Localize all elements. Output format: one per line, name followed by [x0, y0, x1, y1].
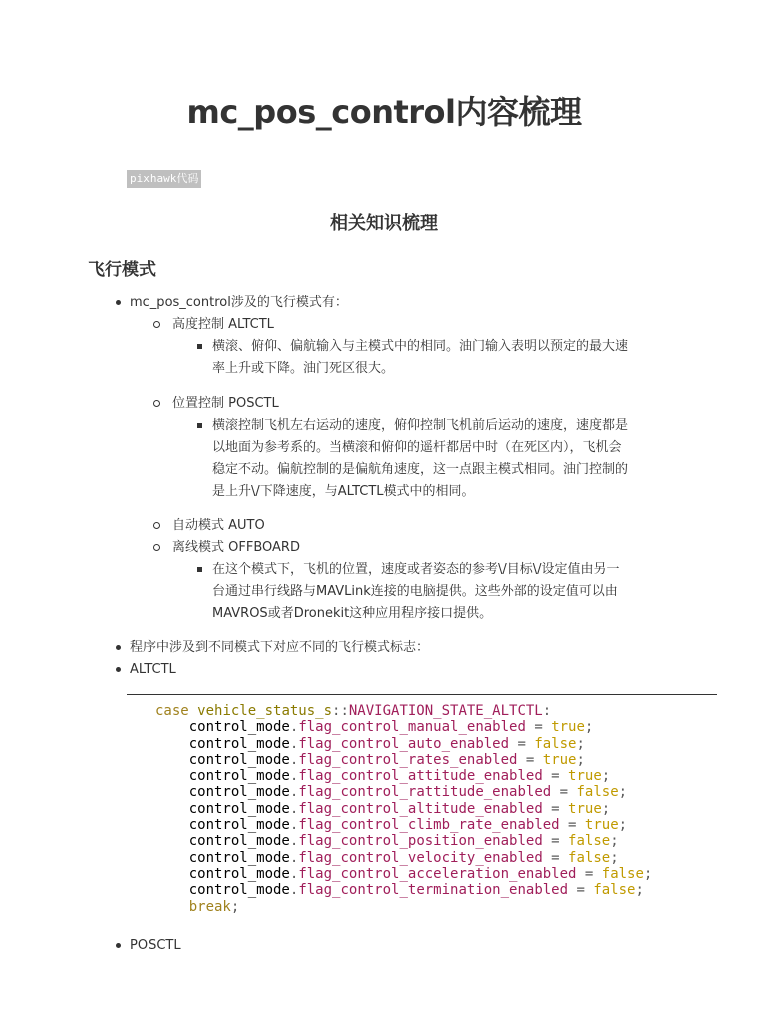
- offboard-description-line-2: 台通过串行线路与MAVLink连接的电脑提供。这些外部的设定值可以由: [212, 584, 618, 599]
- list-item-mode-flags-intro: 程序中涉及到不同模式下对应不同的飞行模式标志：: [130, 640, 430, 655]
- code-bool-value: true: [584, 817, 619, 834]
- code-object: control_mode: [188, 865, 290, 882]
- code-semicolon: ;: [618, 817, 628, 834]
- list-item-posctl: 位置控制 POSCTL: [172, 396, 279, 411]
- list-bullet-square: [197, 423, 202, 428]
- list-item-offboard: 离线模式 OFFBOARD: [172, 540, 300, 555]
- code-line: [155, 752, 585, 768]
- altctl-description-line-1: 横滚、俯仰、偏航输入与主模式中的相同。油门输入表明以预定的最大速: [212, 339, 629, 354]
- list-item-flight-modes-intro: mc_pos_control涉及的飞行模式有：: [130, 295, 348, 310]
- offboard-description-line-3: MAVROS或者Dronekit这种应用程序接口提供。: [212, 606, 493, 621]
- code-bool-value: false: [568, 849, 611, 866]
- code-semicolon: ;: [230, 898, 240, 915]
- code-dot: .: [289, 833, 299, 850]
- code-semicolon: ;: [635, 882, 644, 899]
- code-object: control_mode: [188, 751, 290, 768]
- code-block: [155, 703, 652, 915]
- code-semicolon: ;: [601, 768, 611, 785]
- altctl-description-line-2: 率上升或下降。油门死区很大。: [212, 361, 395, 376]
- page-title: mc_pos_control内容梳理: [186, 93, 582, 131]
- code-semicolon: ;: [601, 800, 611, 817]
- code-dot: .: [289, 800, 299, 817]
- code-divider: [127, 694, 717, 695]
- list-bullet-disc: [116, 645, 121, 650]
- code-object: control_mode: [188, 833, 290, 850]
- code-field: flag_control_manual_enabled: [298, 719, 526, 736]
- code-assign: =: [525, 719, 552, 736]
- posctl-description-line-4: 是上升\/下降速度，与ALTCTL模式中的相同。: [212, 484, 475, 499]
- code-bool-value: true: [551, 719, 585, 736]
- code-dot: .: [289, 817, 299, 834]
- code-line: [155, 784, 627, 800]
- code-field: flag_control_acceleration_enabled: [298, 865, 577, 882]
- code-field: flag_control_auto_enabled: [298, 735, 510, 752]
- code-bool-value: true: [542, 751, 577, 768]
- code-line: [155, 736, 585, 752]
- code-line: [155, 768, 610, 784]
- code-object: control_mode: [188, 735, 290, 752]
- list-bullet-square: [197, 344, 202, 349]
- code-line: [155, 866, 652, 882]
- code-assign: =: [551, 784, 577, 801]
- code-semicolon: ;: [610, 833, 619, 850]
- section-heading: 相关知识梳理: [330, 213, 438, 234]
- code-field: flag_control_rates_enabled: [298, 751, 518, 768]
- code-type: vehicle_status_s: [197, 703, 333, 719]
- code-semicolon: ;: [584, 719, 594, 736]
- posctl-description-line-3: 稳定不动。偏航控制的是偏航角速度，这一点跟主模式相同。油门控制的: [212, 462, 629, 477]
- code-bool-value: false: [593, 882, 636, 899]
- list-item-posctl-code: POSCTL: [130, 938, 181, 953]
- code-dot: .: [289, 865, 299, 882]
- code-semicolon: ;: [576, 735, 585, 752]
- code-object: control_mode: [188, 849, 290, 866]
- code-bool-value: false: [568, 833, 611, 850]
- code-line: [155, 817, 627, 833]
- code-assign: =: [576, 865, 602, 882]
- code-line: [155, 882, 644, 898]
- list-bullet-disc: [116, 667, 121, 672]
- code-semicolon: ;: [618, 784, 628, 801]
- category-tag[interactable]: pixhawk代码: [127, 170, 201, 188]
- list-bullet-circle: [153, 321, 160, 328]
- code-assign: =: [517, 751, 543, 768]
- code-semicolon: ;: [576, 751, 585, 768]
- code-bool-value: false: [576, 784, 619, 801]
- list-item-auto: 自动模式 AUTO: [172, 518, 265, 533]
- code-dot: .: [289, 751, 299, 768]
- code-assign: =: [542, 800, 569, 817]
- code-keyword-break: break: [188, 898, 231, 915]
- list-bullet-circle: [153, 544, 160, 551]
- code-assign: =: [542, 768, 569, 785]
- code-bool-value: false: [601, 865, 644, 882]
- code-line: [155, 719, 593, 735]
- code-object: control_mode: [188, 784, 290, 801]
- offboard-description-line-1: 在这个模式下，飞机的位置，速度或者姿态的参考\/目标\/设定值由另一: [212, 562, 620, 577]
- code-scope-operator: ::: [332, 703, 349, 719]
- code-field: flag_control_termination_enabled: [298, 882, 569, 899]
- list-item-altctl: 高度控制 ALTCTL: [172, 317, 274, 332]
- code-assign: =: [559, 817, 585, 834]
- code-colon: :: [542, 703, 552, 719]
- posctl-description-line-1: 横滚控制飞机左右运动的速度，俯仰控制飞机前后运动的速度，速度都是: [212, 418, 629, 433]
- code-dot: .: [289, 768, 299, 785]
- code-field: flag_control_altitude_enabled: [298, 800, 543, 817]
- code-semicolon: ;: [643, 865, 653, 882]
- code-assign: =: [542, 849, 569, 866]
- code-object: control_mode: [188, 719, 290, 736]
- list-bullet-disc: [116, 943, 121, 948]
- sub-heading-flight-modes: 飞行模式: [88, 260, 156, 280]
- code-field: flag_control_climb_rate_enabled: [298, 817, 560, 834]
- code-dot: .: [289, 735, 299, 752]
- code-bool-value: true: [568, 768, 602, 785]
- code-object: control_mode: [188, 817, 290, 834]
- code-assign: =: [542, 833, 569, 850]
- code-line-case: [155, 703, 551, 719]
- code-constant: NAVIGATION_STATE_ALTCTL: [348, 703, 543, 719]
- code-dot: .: [289, 784, 299, 801]
- code-field: flag_control_attitude_enabled: [298, 768, 543, 785]
- code-semicolon: ;: [610, 849, 619, 866]
- list-bullet-circle: [153, 400, 160, 407]
- code-dot: .: [289, 849, 299, 866]
- code-bool-value: false: [534, 735, 577, 752]
- code-line: [155, 801, 610, 817]
- code-line: [155, 850, 619, 866]
- code-assign: =: [568, 882, 594, 899]
- list-bullet-circle: [153, 522, 160, 529]
- code-assign: =: [509, 735, 535, 752]
- code-bool-value: true: [568, 800, 602, 817]
- posctl-description-line-2: 以地面为参考系的。当横滚和俯仰的遥杆都居中时（在死区内），飞机会: [212, 440, 622, 455]
- code-field: flag_control_position_enabled: [298, 833, 543, 850]
- code-keyword-case: case: [155, 703, 189, 719]
- code-object: control_mode: [188, 882, 290, 899]
- code-object: control_mode: [188, 768, 290, 785]
- list-item-altctl-code: ALTCTL: [130, 662, 176, 677]
- code-assignment-lines: [155, 719, 652, 898]
- list-bullet-disc: [116, 300, 121, 305]
- code-line: [155, 833, 619, 849]
- code-field: flag_control_rattitude_enabled: [298, 784, 552, 801]
- list-bullet-square: [197, 567, 202, 572]
- code-object: control_mode: [188, 800, 290, 817]
- code-field: flag_control_velocity_enabled: [298, 849, 543, 866]
- code-dot: .: [289, 882, 299, 899]
- code-dot: .: [289, 719, 299, 736]
